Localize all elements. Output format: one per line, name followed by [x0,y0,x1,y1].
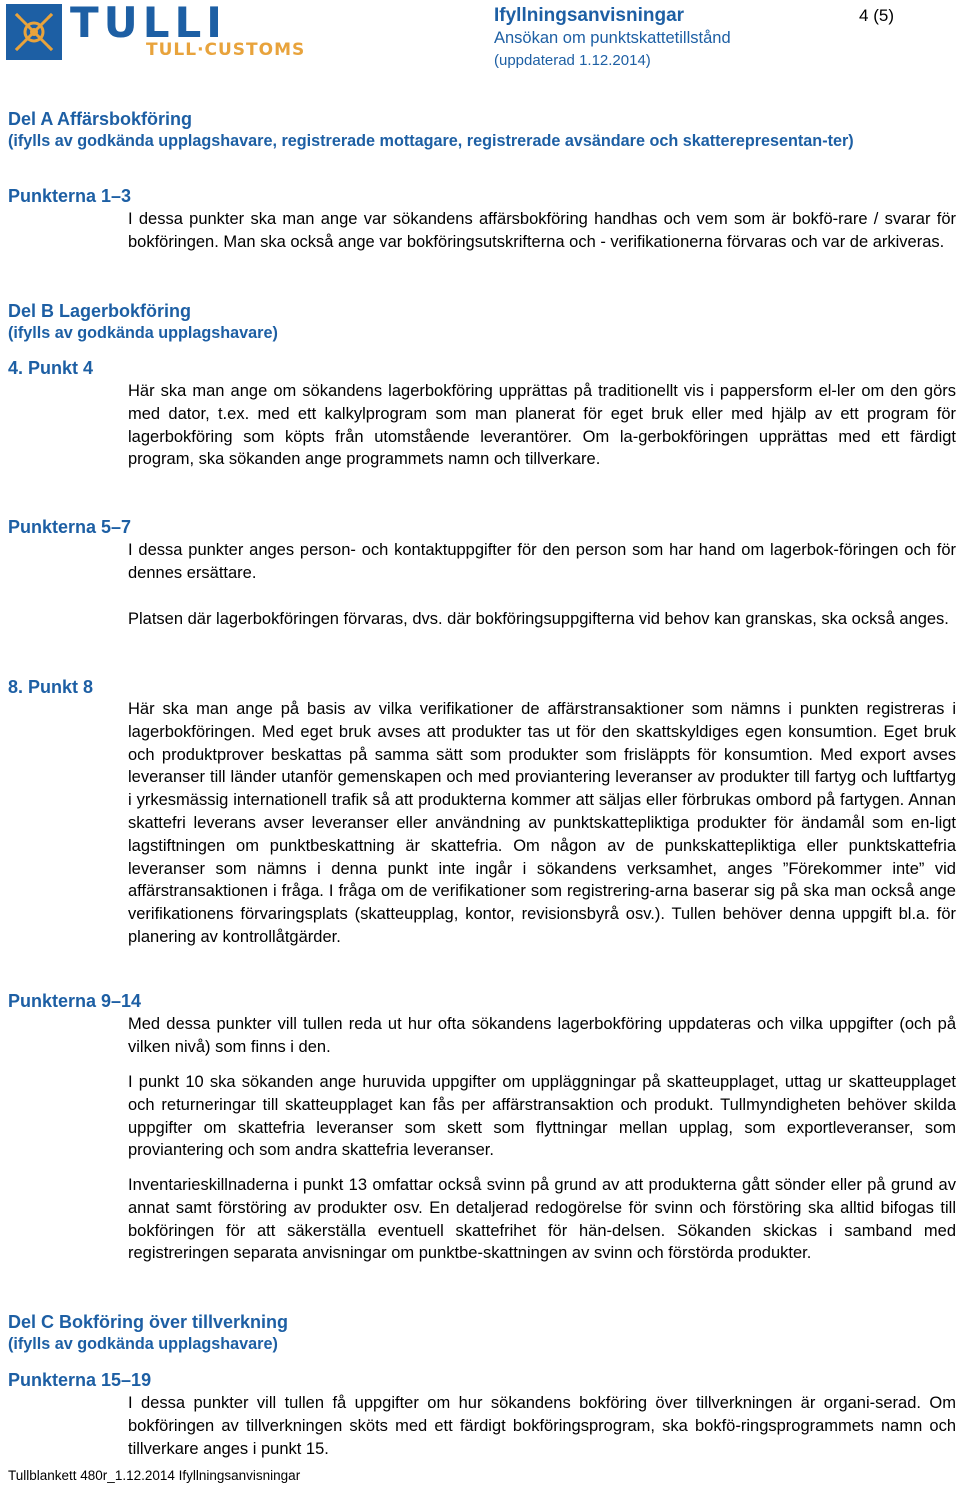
points-1-3-text: I dessa punkter ska man ange var sökandens affärsbokföring handhas och vem som är bokfö-rare / svarar för bokföringen. Man ska också ange var bokföringsutskrifterna och - verifikationerna förvaras och var de arkiveras. [128,210,956,251]
updated-date: (uppdaterad 1.12.2014) [494,52,651,69]
points-5-7-text-2: Platsen där lagerbokföringen förvaras, dvs. där bokföringsuppgifterna vid behov kan granskas, ska också anges. [128,610,949,628]
page-footer: Tullblankett 480r_1.12.2014 Ifyllningsanvisningar [8,1468,301,1483]
logo-subtitle: TULL·CUSTOMS [146,40,306,60]
section-b-scope: (ifylls av godkända upplagshavare) [8,324,278,342]
points-15-19-label: Punkterna 15–19 [8,1370,152,1390]
document-subtitle: Ansökan om punktskattetillstånd [494,29,731,47]
points-9-14-text-2: I punkt 10 ska sökanden ange huruvida uppgifter om uppläggningar på skatteupplaget, uttag ur skatteupplaget och returneringar till skatteupplaget kan fås per affärstransaktion och produkt. Tullmyndigheten behöver skilda uppgifter om skattefria leveranser som skett som flyttningar mellan upplag, som exportleveranser, som proviantering och som andra skattefria leveranser. [128,1073,956,1160]
point-4-label: 4. Punkt 4 [8,358,94,378]
document-header [494,5,954,72]
document-title: Ifyllningsanvisningar [494,5,685,26]
points-15-19-text: I dessa punkter vill tullen få uppgifter om hur sökandens bokföring över tillverkningen är organi-serad. Om bokföringen av tillverkningen sköts med ett färdigt bokföringsprogram, ska bokfö-ringsprogrammets namn och tillverkare anges i punkt 15. [128,1394,956,1458]
tulli-logo [6,0,306,62]
point-8-label: 8. Punkt 8 [8,677,94,697]
section-c-heading: Del C Bokföring över tillverkning [8,1312,289,1332]
points-9-14-label: Punkterna 9–14 [8,991,142,1011]
points-9-14-text-1: Med dessa punkter vill tullen reda ut hur ofta sökandens lagerbokföring uppdateras och vilka uppgifter (och på vilken nivå) som finns i den. [128,1015,956,1056]
point-4-text: Här ska man ange om sökandens lagerbokföring upprättas på traditionellt vis i pappersform el-ler om den görs med dator, t.ex. med ett kalkylprogram som man planerat för eget bruk eller med hjälp av ett program för lagerbokföring som köpts från utomstående leverantörer. Om la-gerbokföringen upprättas med ett färdigt program, ska sökanden ange programmets namn och tillverkare. [128,382,956,469]
section-b-heading: Del B Lagerbokföring [8,301,192,321]
page-number: 4 (5) [859,6,894,25]
section-c-scope: (ifylls av godkända upplagshavare) [8,1335,278,1353]
section-a-heading: Del A Affärsbokföring [8,109,193,129]
point-8-text: Här ska man ange på basis av vilka verifikationer de affärstransaktioner som nämns i punkten registreras i lagerbokföringen. Med eget bruk avses att produkter tas ut för den skattskyldiges egen konsumtion. Eget bruk och produktprover beskattas på samma sätt som produkter som frisläppts för konsumtion. Med export avses leveranser till länder utanför gemenskapen och med proviantering leveranser av produkter till fartyg och luftfartyg i yrkesmässig internationell trafik så att produkterna kommer att säljas eller förbrukas ombord på fartygen. Annan skattefri leverans avser leveranser eller användning av punktskattepliktiga produkter för ändamål som en-ligt lagstiftningen om punktbeskattning är skattefria. Om någon av de punkskattepliktiga eller punktskattefria leveranser som nämns i denna punkt inte ingår i sökandens verksamhet, anges ”Förekommer inte” vid affärstransaktionen i fråga. I fråga om de verifikationer som registrering-arna baserar sig på ska man också ange verifikationens förvaringsplats (skatteupplag, kontor, revisionsbyrå osv.). Tullen behöver denna uppgift bl.a. för planering av kontrollåtgärder. [128,700,956,946]
points-5-7-label: Punkterna 5–7 [8,517,132,537]
logo-wordmark: TULLI [70,0,227,47]
points-5-7-text-1: I dessa punkter anges person- och kontaktuppgifter för den person som har hand om lagerbok-föringen och för dennes ersättare. [128,541,956,582]
points-1-3-label: Punkterna 1–3 [8,186,132,206]
section-a-scope: (ifylls av godkända upplagshavare, registrerade mottagare, registrerade avsändare och skatterepresentan-ter) [8,132,854,150]
points-9-14-text-3: Inventarieskillnaderna i punkt 13 omfattar också svinn på grund av att produkterna gått sönder eller på grund av annat samt förstöring av produkter osv. En detaljerad redogörelse för svinn och förstöring ska alltid bifogas till bokföringen för att säkerställa eventuell skattefrihet för hän-delsen. Sökanden skickas i samband med registreringen separata anvisningar om punktbe-skattningen av svinn och förstörda produkter. [128,1176,956,1263]
